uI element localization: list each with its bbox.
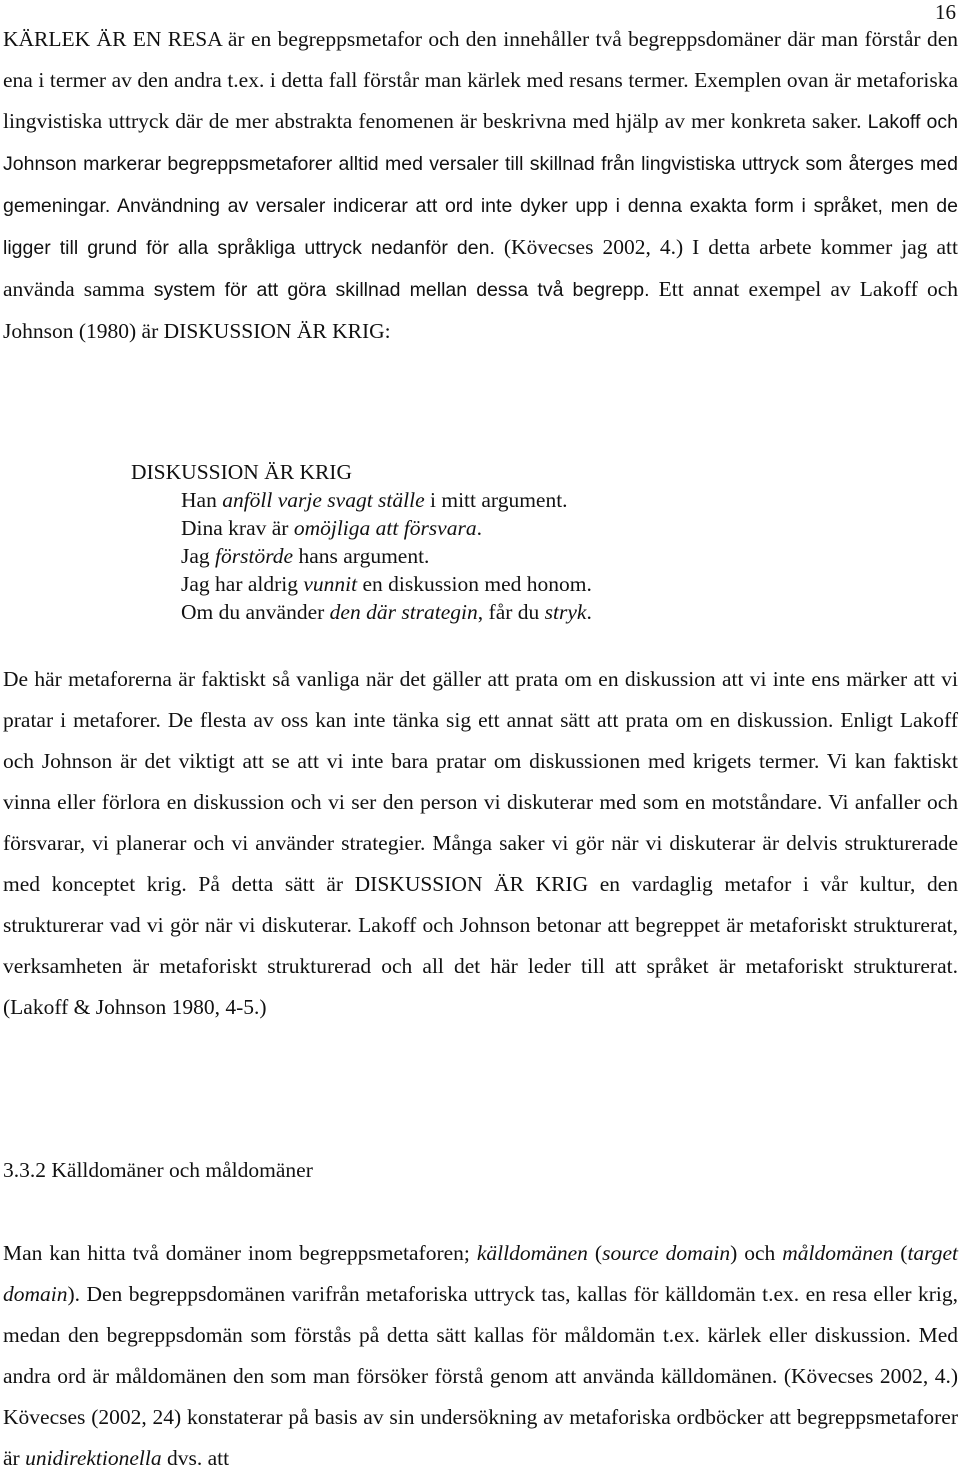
- para3-text: Man kan hitta två domäner inom begreppsmetaforen;: [3, 1241, 477, 1265]
- para3-text: ) och: [730, 1241, 783, 1265]
- paragraph-intro: [3, 19, 958, 352]
- example-italic: stryk: [544, 600, 587, 624]
- example-title: DISKUSSION ÄR KRIG: [131, 460, 352, 484]
- para3-text: ). Den begreppsdomänen varifrån metaforiska uttryck tas, kallas för källdomän t.ex. en resa eller krig, medan den begreppsdomän som förstås på detta sätt kallas för måldomän t.ex. kärlek eller diskussion. Med andra ord är måldomänen den som man försöker förstå genom att använda källdomänen. (Kövecses 2002, 4.) Kövecses (2002, 24) konstaterar på basis av sin undersökning av metaforiska ordböcker att begreppsmetaforer är: [3, 1282, 958, 1470]
- example-italic: förstörde: [215, 544, 294, 568]
- example-italic: omöjliga att försvara: [293, 516, 477, 540]
- example-block: [131, 458, 592, 626]
- example-text: en diskussion med honom.: [357, 572, 592, 596]
- para3-italic: källdomänen: [476, 1241, 588, 1265]
- example-text: i mitt argument.: [424, 488, 568, 512]
- example-line-5: [131, 598, 592, 626]
- example-line-3: [131, 542, 592, 570]
- para1-sentence-3: (Kövecses 2002, 4.) I detta arbete kommer jag att använda samma: [3, 235, 958, 301]
- example-text: hans argument.: [293, 544, 430, 568]
- example-line-4: [131, 570, 592, 598]
- para3-text: dvs. att: [161, 1446, 230, 1470]
- paragraph-discussion: De här metaforerna är faktiskt så vanliga när det gäller att prata om en diskussion att vi inte ens märker att vi pratar i metaforer. De flesta av oss kan inte tänka sig ett annat sätt att prata om en diskussion. Enligt Lakoff och Johnson är det viktigt att se att vi inte bara pratar om diskussionen med krigets termer. Vi kan faktiskt vinna eller förlora en diskussion och vi ser den person vi diskuterar med som en motståndare. Vi anfaller och försvarar, vi planerar och vi använder strategier. Många saker vi gör när vi diskuterar är delvis strukturerade med konceptet krig. På detta sätt är DISKUSSION ÄR KRIG en vardaglig metafor i vår kultur, den strukturerar vad vi gör när vi diskuterar. Lakoff och Johnson betonar att begreppet är metaforiskt strukturerat, verksamheten är metaforiskt strukturerad och all det här leder till att språket är metaforiskt strukturerat. (Lakoff & Johnson 1980, 4-5.): [3, 667, 958, 1019]
- para3-italic: target domain: [3, 1241, 959, 1306]
- example-text: .: [586, 600, 592, 624]
- para3-italic: source domain: [602, 1241, 731, 1265]
- example-italic: anföll varje svagt ställe: [222, 488, 425, 512]
- example-text: Om du använder: [181, 600, 330, 624]
- page-number: 16: [935, 0, 956, 24]
- example-text: Jag har aldrig: [181, 572, 304, 596]
- para3-italic: måldomänen: [782, 1241, 894, 1265]
- example-line-1: [131, 486, 592, 514]
- example-text: Han: [181, 488, 223, 512]
- para3-italic: unidirektionella: [25, 1446, 162, 1470]
- example-italic: vunnit: [303, 572, 358, 596]
- example-italic: den där strategin: [329, 600, 478, 624]
- example-line-2: [131, 514, 592, 542]
- para3-text: (: [893, 1241, 908, 1265]
- example-text: Dina krav är: [181, 516, 294, 540]
- para3-text: (: [587, 1241, 603, 1265]
- example-text: Jag: [181, 544, 216, 568]
- example-text: .: [476, 516, 482, 540]
- para1-sentence-5: Ett annat exempel av Lakoff och Johnson (1980) är DISKUSSION ÄR KRIG:: [3, 277, 958, 343]
- section-heading: 3.3.2 Källdomäner och måldomäner: [3, 1158, 313, 1182]
- example-text: , får du: [477, 600, 545, 624]
- paragraph-domains: [3, 1233, 958, 1479]
- para1-sentence-1: KÄRLEK ÄR EN RESA är en begreppsmetafor och den innehåller två begreppsdomäner där man förstår den ena i termer av den andra t.ex. i detta fall förstår man kärlek med resans termer. Exemplen ovan är metaforiska lingvistiska uttryck där de mer abstrakta fenomenen är beskrivna med hjälp av mer konkreta saker.: [3, 27, 958, 133]
- para1-sentence-2: Lakoff och Johnson markerar begreppsmetaforer alltid med versaler till skillnad från lingvistiska uttryck som återges med gemeningar. Användning av versaler indicerar att ord inte dyker upp i denna exakta form i språket, men de ligger till grund för alla språkliga uttryck nedanför den.: [3, 111, 958, 259]
- para1-sentence-4: system för att göra skillnad mellan dessa två begrepp.: [153, 279, 650, 301]
